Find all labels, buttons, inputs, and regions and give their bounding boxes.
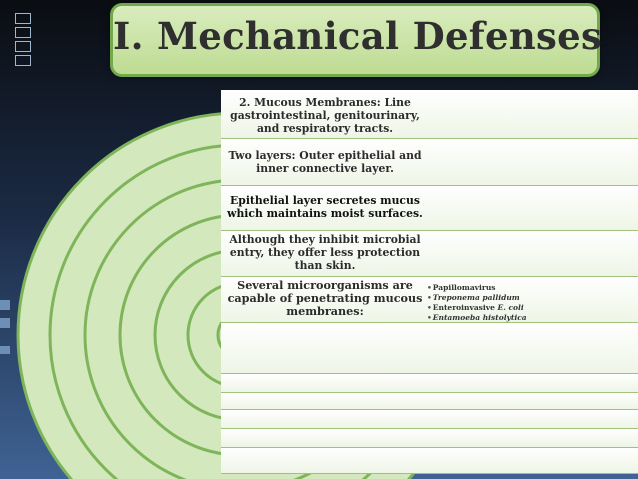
table-row bbox=[221, 323, 638, 374]
table-row bbox=[221, 448, 638, 474]
row-text: Two layers: Outer epithelial and inner connective layer. bbox=[228, 149, 422, 175]
table-row bbox=[221, 393, 638, 410]
list-item: •Treponema pallidum bbox=[427, 293, 520, 302]
table-row bbox=[221, 429, 638, 448]
table-row bbox=[221, 231, 638, 277]
table-row bbox=[221, 410, 638, 429]
table-row bbox=[221, 277, 638, 323]
row-text: Epithelial layer secretes mucus which maintains moist surfaces. bbox=[227, 194, 423, 220]
list-item: •Enteroinvasive E. coli bbox=[427, 303, 524, 312]
table-row bbox=[221, 186, 638, 231]
row-text: Several microorganisms are capable of penetrating mucous membranes: bbox=[227, 278, 423, 318]
list-item: •Entamoeba histolytica bbox=[427, 313, 527, 322]
table-row bbox=[221, 90, 638, 139]
organism-list bbox=[427, 283, 527, 323]
table-row bbox=[221, 139, 638, 186]
row-text: Although they inhibit microbial entry, they offer less protection than skin. bbox=[229, 233, 421, 272]
row-text: 2. Mucous Membranes: Line gastrointestinal, genitourinary, and respiratory tracts. bbox=[230, 96, 420, 135]
slide-title: I. Mechanical Defenses bbox=[113, 14, 603, 58]
title-banner bbox=[110, 3, 603, 77]
content-table bbox=[221, 90, 638, 473]
list-item: •Papillomavirus bbox=[427, 283, 496, 292]
table-row bbox=[221, 374, 638, 393]
